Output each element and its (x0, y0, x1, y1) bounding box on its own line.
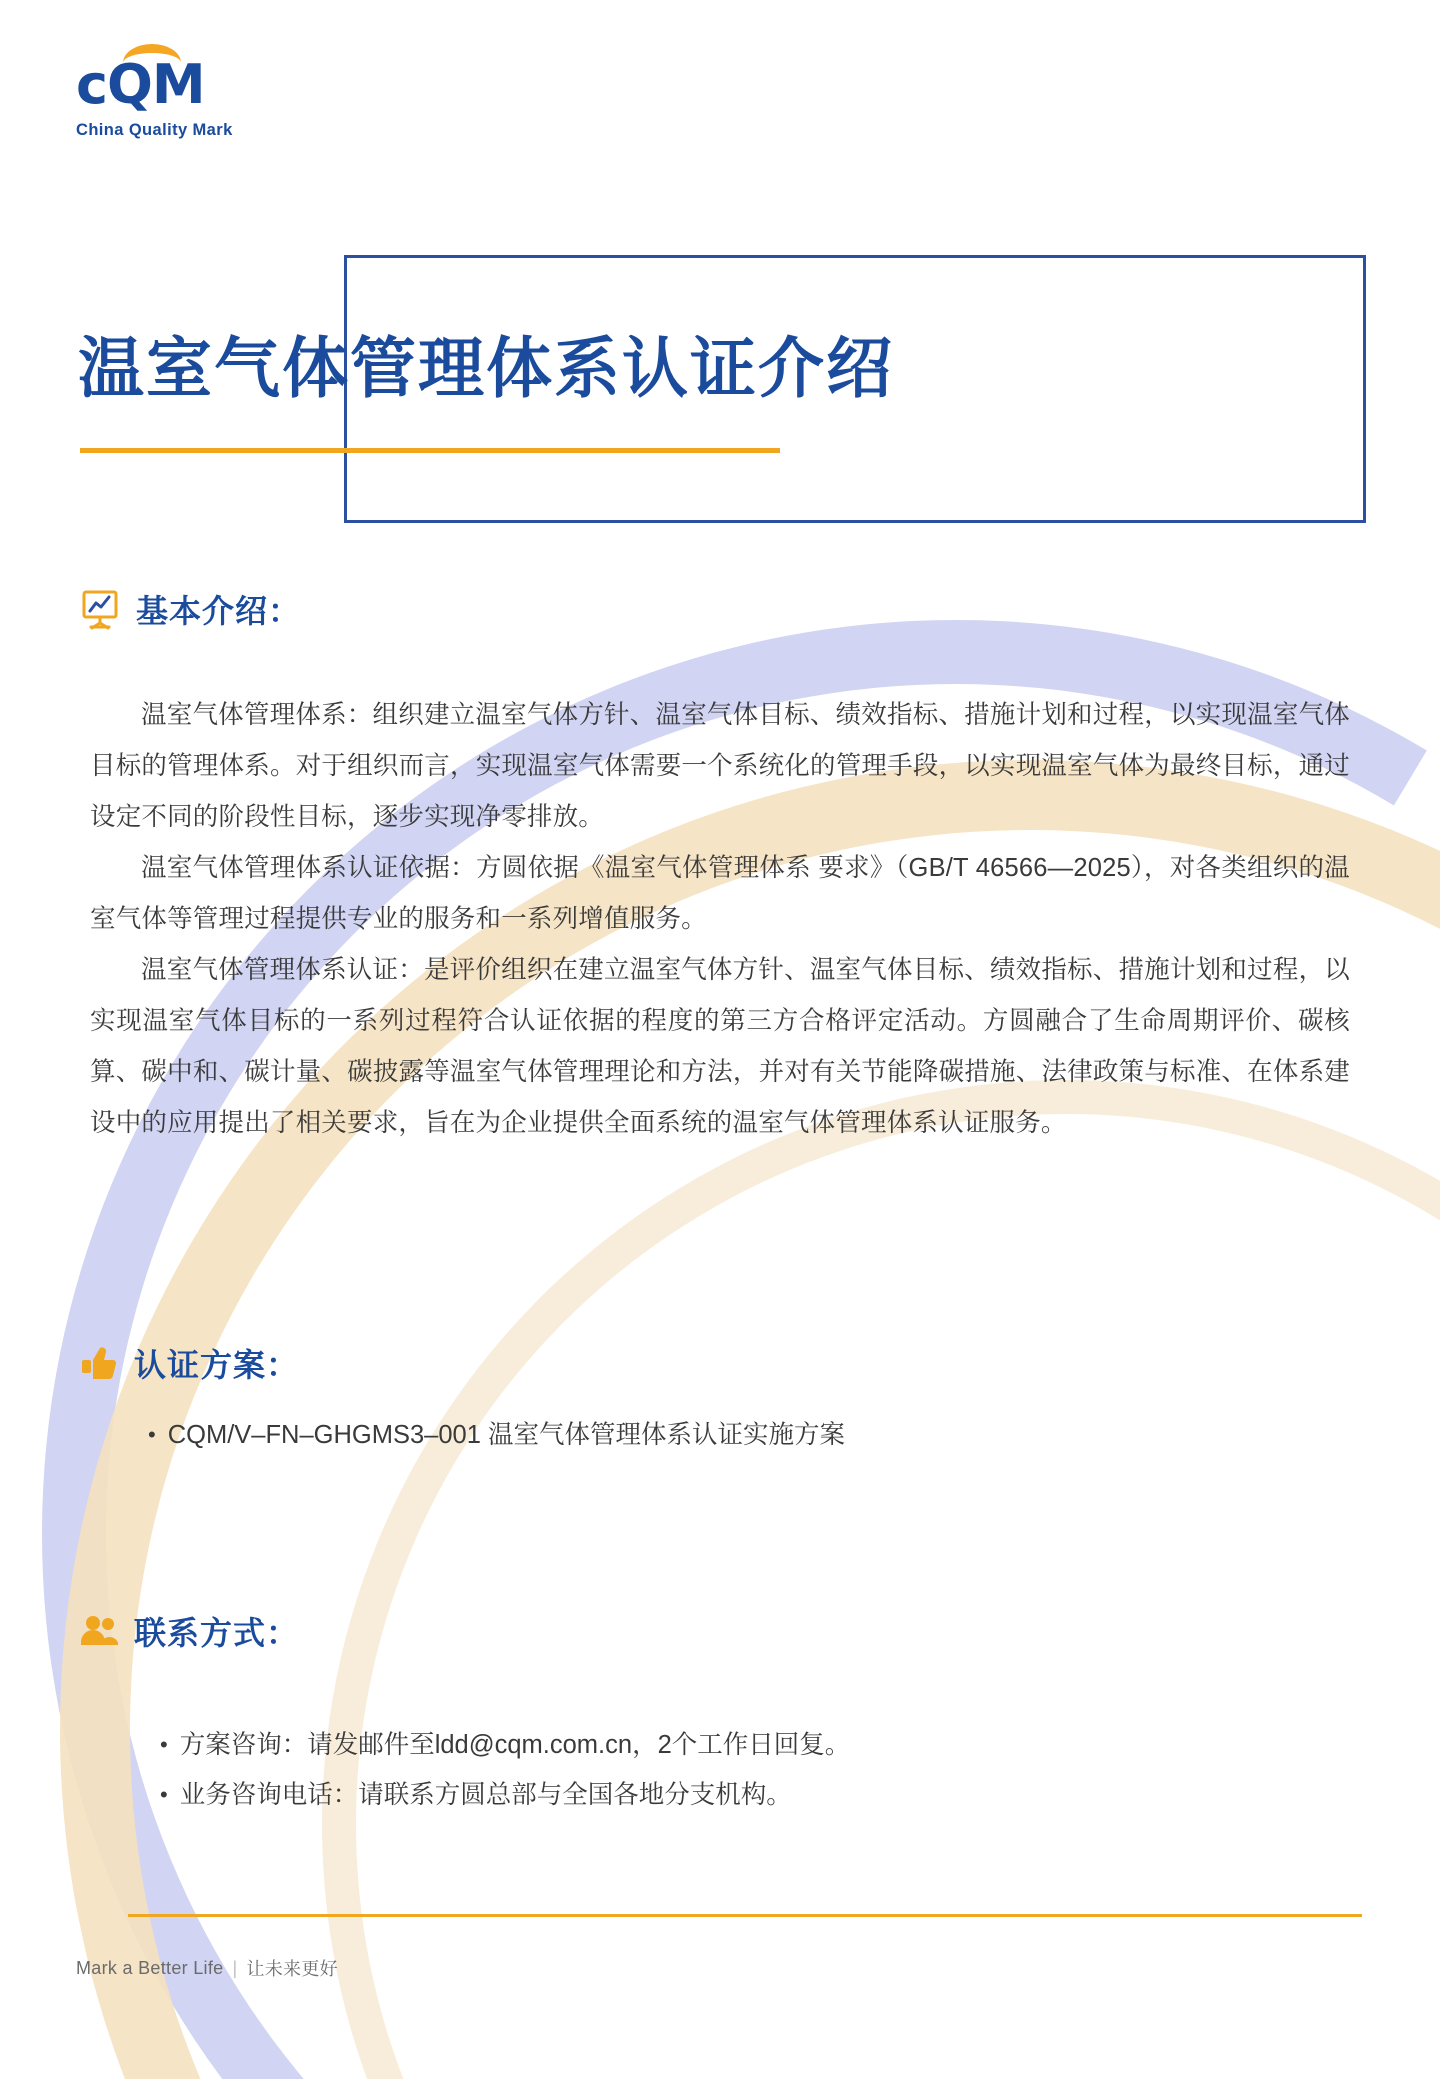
footer-slogan (76, 1955, 338, 1981)
intro-paragraph-3: 温室气体管理体系认证：是评价组织在建立温室气体方针、温室气体目标、绩效指标、措施计划和过程，以实现温室气体目标的一系列过程符合认证依据的程度的第三方合格评定活动。方圆融合了生命周期评价、碳核算、碳中和、碳计量、碳披露等温室气体管理理论和方法，并对有关节能降碳措施、法律政策与标准、在体系建设中的应用提出了相关要求，旨在为企业提供全面系统的温室气体管理体系认证服务。 (90, 956, 1350, 1137)
section-heading-plan (78, 1340, 299, 1386)
blue-arc-decoration (0, 426, 1440, 2079)
intro-paragraph-2: 温室气体管理体系认证依据：方圆依据《温室气体管理体系 要求》（GB/T 46566—2025），对各类组织的温室气体等管理过程提供专业的服务和一系列增值服务。 (90, 854, 1350, 933)
list-item (148, 1410, 845, 1460)
bullet-dot-icon: • (148, 1422, 156, 1447)
contact-list (160, 1720, 850, 1820)
plan-list (148, 1410, 845, 1460)
list-item (160, 1770, 850, 1820)
title-frame-top-rule (344, 255, 1366, 258)
page-title: 温室气体管理体系认证介绍 (78, 331, 894, 405)
footer-slogan-cn: 让未来更好 (246, 1959, 338, 1979)
section-label-plan: 认证方案： (134, 1347, 300, 1383)
section-label-contact: 联系方式： (134, 1615, 300, 1651)
section-label-intro: 基本介绍： (136, 593, 302, 629)
presentation-chart-icon (78, 587, 122, 631)
section-heading-contact (78, 1608, 299, 1654)
list-item (160, 1720, 850, 1770)
contact-item-email: 方案咨询：请发邮件至ldd@cqm.com.cn，2个工作日回复。 (179, 1731, 851, 1759)
footer-rule (128, 1914, 1362, 1917)
title-frame-bottom-rule (344, 520, 1366, 523)
footer-divider: | (232, 1957, 238, 1978)
bullet-dot-icon: • (160, 1732, 168, 1757)
intro-paragraph-1: 温室气体管理体系：组织建立温室气体方针、温室气体目标、绩效指标、措施计划和过程，以实现温室气体目标的管理体系。对于组织而言，实现温室气体需要一个系统化的管理手段，以实现温室气体为最终目标，通过设定不同的阶段性目标，逐步实现净零排放。 (90, 701, 1350, 831)
section-heading-intro (78, 586, 301, 632)
contact-item-phone: 业务咨询电话：请联系方圆总部与全国各地分支机构。 (179, 1781, 792, 1809)
logo-tagline: China Quality Mark (76, 121, 233, 139)
thumbs-up-icon (78, 1342, 120, 1384)
people-icon (78, 1610, 120, 1652)
cqm-logo (76, 44, 291, 140)
title-underline (80, 448, 780, 453)
footer-slogan-en: Mark a Better Life (76, 1957, 224, 1978)
logo-arc-icon (123, 44, 181, 75)
bullet-dot-icon: • (160, 1782, 168, 1807)
logo-wordmark: cQM (76, 53, 205, 116)
plan-item-text: CQM/V–FN–GHGMS3–001 温室气体管理体系认证实施方案 (167, 1421, 845, 1449)
intro-body (90, 690, 1350, 1149)
